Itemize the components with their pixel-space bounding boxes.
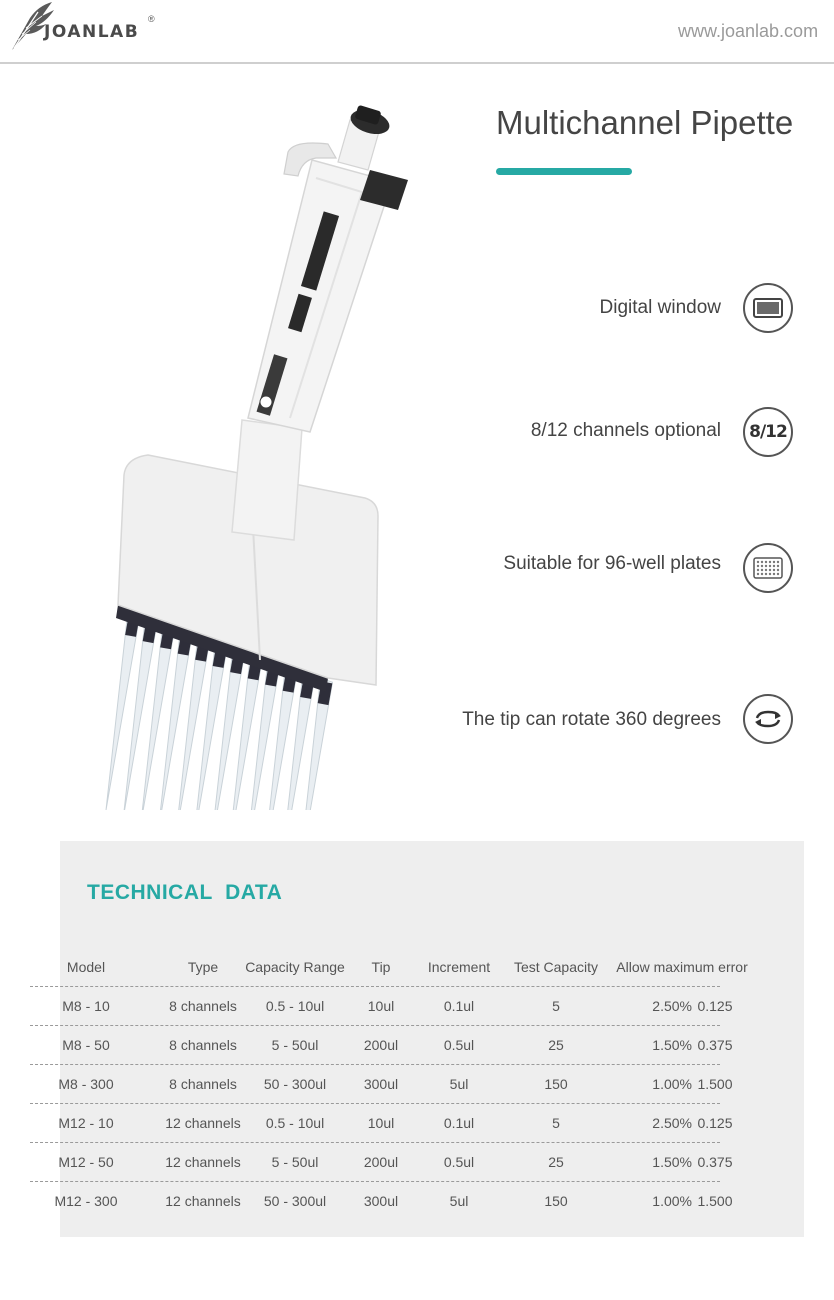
table-row bbox=[30, 1142, 733, 1181]
cell-error-value: 0.125 bbox=[697, 1114, 733, 1131]
cell-increment: 5ul bbox=[449, 1192, 469, 1209]
pipette-image bbox=[80, 100, 420, 810]
cell-tip: 10ul bbox=[367, 997, 395, 1014]
website-link[interactable]: www.joanlab.com bbox=[678, 21, 819, 41]
cell-type: 8 channels bbox=[169, 1036, 237, 1053]
cell-error-value: 0.125 bbox=[697, 997, 733, 1014]
cell-error-value: 0.375 bbox=[697, 1153, 733, 1170]
cell-model: M8 - 10 bbox=[62, 997, 110, 1014]
cell-error-percent: 1.00% bbox=[652, 1075, 692, 1092]
cell-capacity: 0.5 - 10ul bbox=[265, 997, 325, 1014]
cell-model: M8 - 50 bbox=[62, 1036, 110, 1053]
cell-error-percent: 1.50% bbox=[652, 1153, 692, 1170]
feature-digital-window-label: Digital window bbox=[599, 297, 721, 318]
cell-type: 12 channels bbox=[165, 1114, 241, 1131]
column-header-capacity: Capacity Range bbox=[245, 958, 345, 975]
feature-well-plate-label: Suitable for 96-well plates bbox=[503, 553, 721, 574]
cell-error-percent: 2.50% bbox=[652, 1114, 692, 1131]
cell-test-capacity: 5 bbox=[552, 1114, 560, 1131]
cell-model: M12 - 50 bbox=[58, 1153, 114, 1170]
cell-capacity: 50 - 300ul bbox=[263, 1075, 327, 1092]
table-row bbox=[30, 986, 733, 1025]
product-title: Multichannel Pipette bbox=[496, 104, 794, 141]
cell-tip: 200ul bbox=[363, 1036, 399, 1053]
cell-error-percent: 1.00% bbox=[652, 1192, 692, 1209]
table-row bbox=[30, 1103, 733, 1142]
cell-increment: 0.1ul bbox=[443, 997, 475, 1014]
cell-increment: 0.5ul bbox=[443, 1036, 475, 1053]
digital-window-icon bbox=[743, 283, 793, 333]
cell-error-percent: 2.50% bbox=[652, 997, 692, 1014]
feature-channels-label: 8/12 channels optional bbox=[530, 420, 721, 441]
cell-test-capacity: 25 bbox=[548, 1036, 564, 1053]
technical-data-title: TECHNICAL DATA bbox=[87, 881, 283, 904]
cell-test-capacity: 5 bbox=[552, 997, 560, 1014]
cell-test-capacity: 25 bbox=[548, 1153, 564, 1170]
brand-logo[interactable] bbox=[8, 0, 168, 52]
cell-test-capacity: 150 bbox=[544, 1075, 568, 1092]
registered-mark: ® bbox=[148, 14, 155, 24]
cell-error-percent: 1.50% bbox=[652, 1036, 692, 1053]
column-header-tip: Tip bbox=[371, 958, 391, 975]
header-divider bbox=[0, 62, 834, 64]
table-row bbox=[30, 1181, 733, 1220]
cell-type: 8 channels bbox=[169, 1075, 237, 1092]
feature-rotate-label: The tip can rotate 360 degrees bbox=[462, 709, 721, 730]
column-header-model: Model bbox=[66, 958, 106, 975]
channels-icon bbox=[743, 407, 793, 457]
cell-test-capacity: 150 bbox=[544, 1192, 568, 1209]
cell-error-value: 1.500 bbox=[697, 1075, 733, 1092]
cell-increment: 0.5ul bbox=[443, 1153, 475, 1170]
column-header-increment: Increment bbox=[427, 958, 491, 975]
column-header-max-error: Allow maximum error bbox=[616, 958, 748, 975]
cell-capacity: 5 - 50ul bbox=[271, 1153, 319, 1170]
table-row bbox=[30, 1064, 733, 1103]
title-accent-bar bbox=[496, 168, 632, 175]
cell-model: M12 - 300 bbox=[54, 1192, 118, 1209]
cell-tip: 10ul bbox=[367, 1114, 395, 1131]
column-header-type: Type bbox=[187, 958, 219, 975]
cell-tip: 200ul bbox=[363, 1153, 399, 1170]
table-header bbox=[30, 947, 748, 986]
cell-error-value: 1.500 bbox=[697, 1192, 733, 1209]
column-header-test-capacity: Test Capacity bbox=[513, 958, 599, 975]
rotate-icon bbox=[743, 694, 793, 744]
cell-capacity: 5 - 50ul bbox=[271, 1036, 319, 1053]
page-header bbox=[0, 0, 834, 64]
brand-name: JOANLAB bbox=[44, 22, 140, 42]
cell-type: 12 channels bbox=[165, 1192, 241, 1209]
cell-type: 12 channels bbox=[165, 1153, 241, 1170]
cell-type: 8 channels bbox=[169, 997, 237, 1014]
cell-capacity: 50 - 300ul bbox=[263, 1192, 327, 1209]
cell-capacity: 0.5 - 10ul bbox=[265, 1114, 325, 1131]
cell-tip: 300ul bbox=[363, 1192, 399, 1209]
cell-increment: 5ul bbox=[449, 1075, 469, 1092]
cell-tip: 300ul bbox=[363, 1075, 399, 1092]
table-row bbox=[30, 1025, 733, 1064]
cell-increment: 0.1ul bbox=[443, 1114, 475, 1131]
cell-model: M8 - 300 bbox=[58, 1075, 114, 1092]
cell-model: M12 - 10 bbox=[58, 1114, 114, 1131]
channels-icon-text: 8/12 bbox=[749, 422, 787, 442]
cell-error-value: 0.375 bbox=[697, 1036, 733, 1053]
well-plate-icon bbox=[743, 543, 793, 593]
